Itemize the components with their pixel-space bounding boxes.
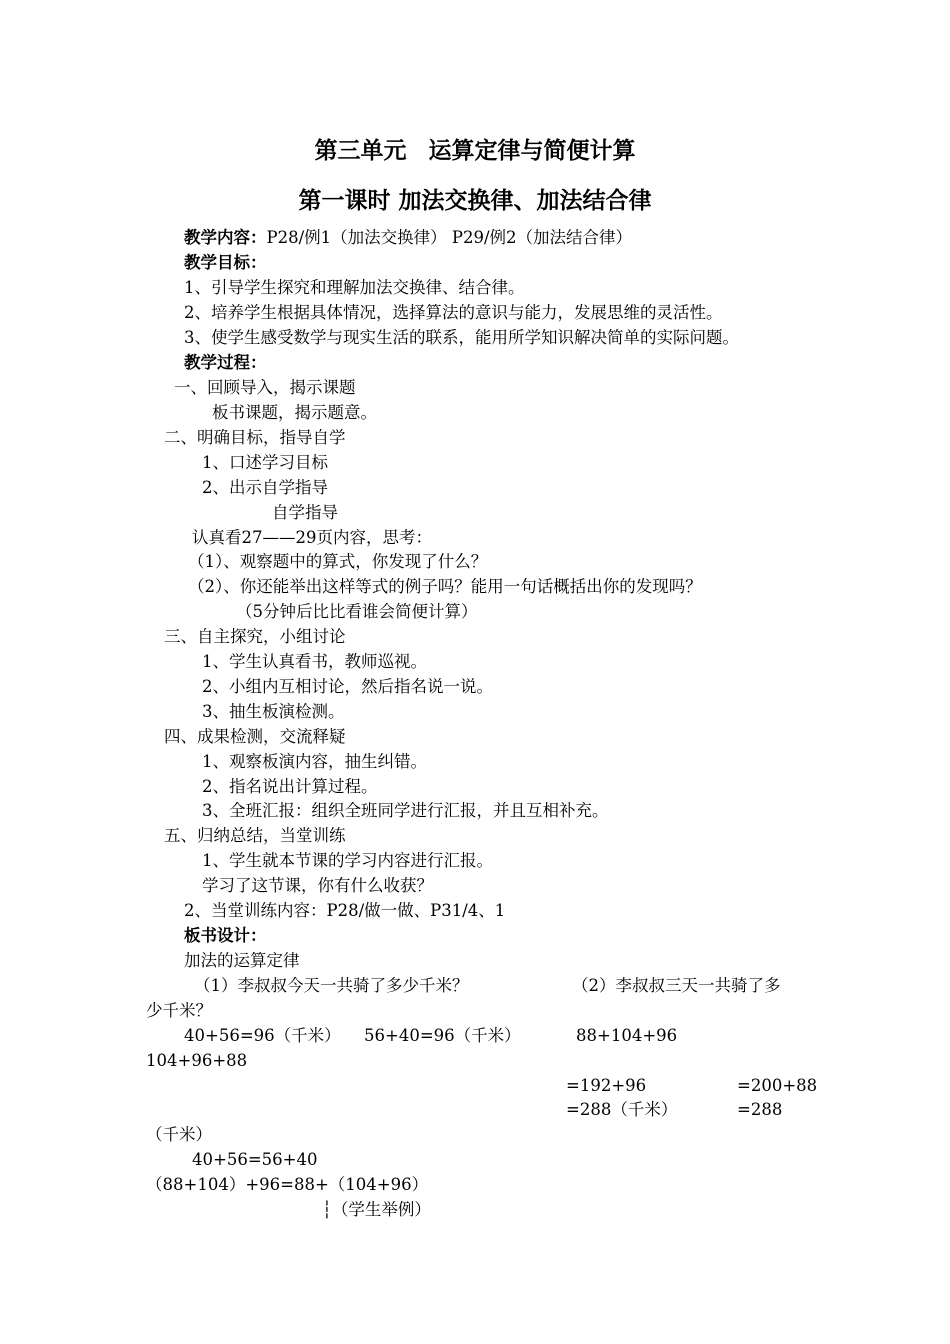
process-step: 2、出示自学指导 bbox=[202, 478, 328, 497]
process-step: 1、观察板演内容，抽生纠错。 bbox=[202, 752, 427, 771]
time-note: （5分钟后比比看谁会简便计算） bbox=[236, 602, 478, 621]
teaching-content-text: P28/例1（加法交换律） P29/例2（加法结合律） bbox=[266, 228, 633, 247]
calc-step: =288（千米） bbox=[566, 1100, 678, 1119]
self-study-guide-title: 自学指导 bbox=[272, 503, 338, 522]
teaching-process-label: 教学过程： bbox=[184, 353, 267, 372]
calc-step: =288 bbox=[737, 1100, 783, 1119]
process-step: 3、抽生板演检测。 bbox=[202, 702, 345, 721]
process-step: 3、全班汇报：组织全班同学进行汇报，并且互相补充。 bbox=[202, 801, 609, 820]
process-step: 板书课题，揭示题意。 bbox=[212, 403, 377, 422]
calc-step: =200+88 bbox=[737, 1076, 818, 1095]
equation: 40+56=96（千米） bbox=[184, 1026, 341, 1045]
equation: 104+96+88 bbox=[146, 1051, 248, 1070]
board-question-1: （1）李叔叔今天一共骑了多少千米？ bbox=[194, 976, 469, 995]
associative-law: （88+104）+96=88+（104+96） bbox=[146, 1175, 429, 1194]
unit-title bbox=[0, 136, 950, 166]
board-question-2: （2）李叔叔三天一共骑了多 bbox=[572, 976, 781, 995]
goal-item: 2、培养学生根据具体情况，选择算法的意识与能力，发展思维的灵活性。 bbox=[184, 303, 723, 322]
board-question-2-wrap: 少千米？ bbox=[146, 1001, 212, 1020]
goal-item: 3、使学生感受数学与现实生活的联系，能用所学知识解决简单的实际问题。 bbox=[184, 328, 739, 347]
student-examples: ┆（学生举例） bbox=[322, 1200, 431, 1219]
process-step: 1、学生就本节课的学习内容进行汇报。 bbox=[202, 851, 493, 870]
teaching-content-label: 教学内容： bbox=[184, 228, 267, 247]
section-heading: 二、明确目标，指导自学 bbox=[164, 428, 346, 447]
process-step: 2、小组内互相讨论，然后指名说一说。 bbox=[202, 677, 493, 696]
equation: 56+40=96（千米） bbox=[364, 1026, 521, 1045]
board-heading: 加法的运算定律 bbox=[184, 951, 300, 970]
process-step: 学习了这节课，你有什么收获？ bbox=[202, 876, 433, 895]
calc-step: =192+96 bbox=[566, 1076, 647, 1095]
question-item: （2）、你还能举出这样等式的例子吗？能用一句话概括出你的发现吗？ bbox=[188, 577, 702, 596]
process-step: 认真看27——29页内容，思考： bbox=[192, 528, 432, 547]
goal-item: 1、引导学生探究和理解加法交换律、结合律。 bbox=[184, 278, 525, 297]
process-step: 1、学生认真看书，教师巡视。 bbox=[202, 652, 427, 671]
teaching-content bbox=[184, 228, 632, 248]
question-item: （1）、观察题中的算式，你发现了什么？ bbox=[188, 552, 488, 571]
process-step: 1、口述学习目标 bbox=[202, 453, 328, 472]
process-step: 2、当堂训练内容：P28/做一做、P31/4、1 bbox=[184, 901, 506, 920]
commutative-law: 40+56=56+40 bbox=[192, 1150, 318, 1169]
equation: 88+104+96 bbox=[576, 1026, 678, 1045]
unit-topic: 运算定律与简便计算 bbox=[428, 138, 636, 164]
lesson-title: 第一课时 加法交换律、加法结合律 bbox=[298, 188, 652, 214]
unit-wrap: （千米） bbox=[146, 1125, 212, 1144]
teaching-goals-label: 教学目标： bbox=[184, 253, 267, 272]
section-heading: 五、归纳总结，当堂训练 bbox=[164, 826, 346, 845]
section-heading: 四、成果检测，交流释疑 bbox=[164, 727, 346, 746]
section-heading: 一、回顾导入，揭示课题 bbox=[174, 378, 356, 397]
section-heading: 三、自主探究，小组讨论 bbox=[164, 627, 346, 646]
unit-label: 第三单元 bbox=[314, 138, 407, 164]
process-step: 2、指名说出计算过程。 bbox=[202, 777, 378, 796]
board-design-label: 板书设计： bbox=[184, 926, 267, 945]
